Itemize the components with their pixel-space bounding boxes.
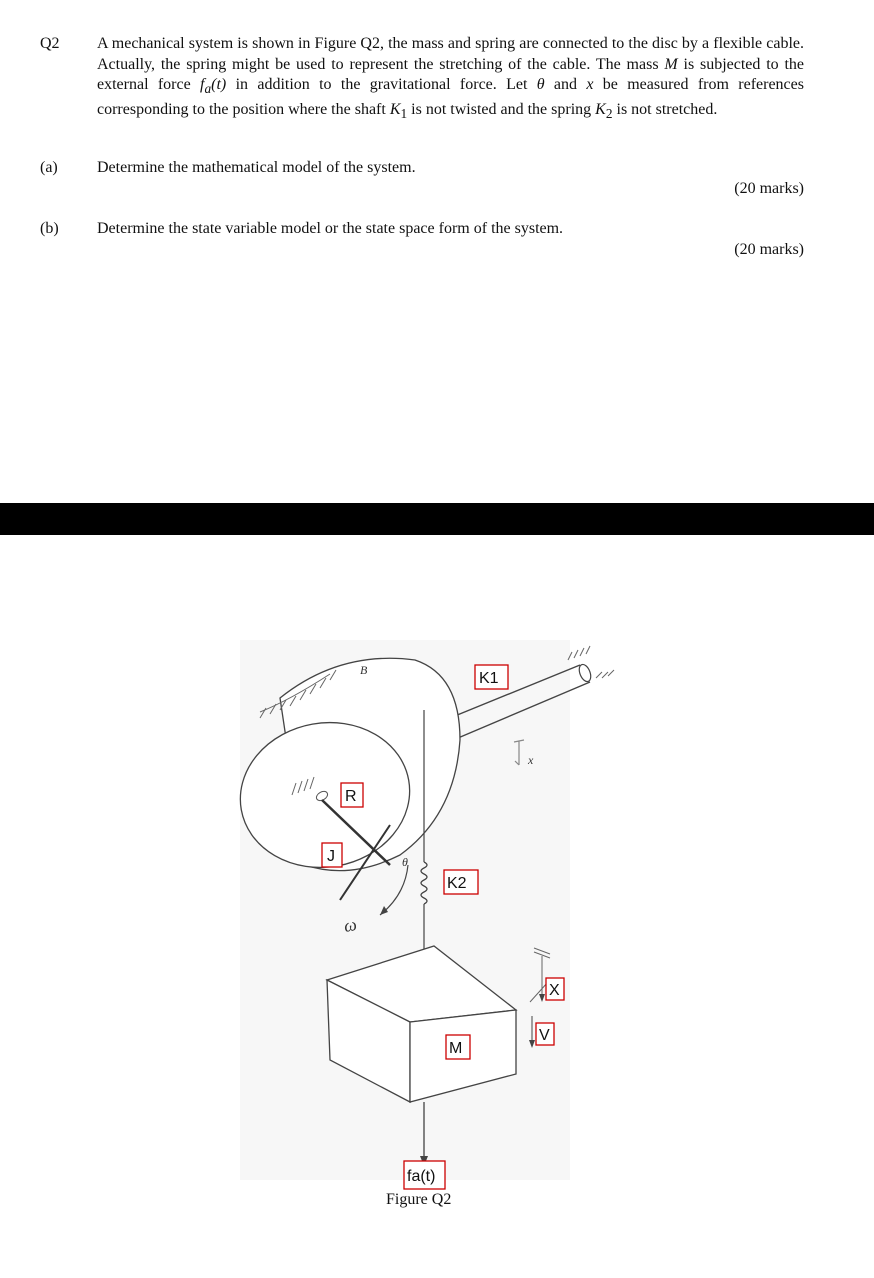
x-symbol: x [586,76,594,93]
k2-symbol: K [595,100,606,118]
intro-text-5: be measured from references corresponding to the position where the shaft [97,76,804,118]
k1-subscript: 1 [400,105,408,121]
question-number: Q2 [40,35,60,52]
intro-text-4: and [544,76,587,93]
theta-label: θ [402,855,408,869]
v-label: V [539,1027,550,1044]
fa-label: fa(t) [407,1168,436,1185]
part-b-marks: (20 marks) [734,241,804,258]
intro-text-7: is not stretched. [612,100,718,118]
force-subscript: a [204,81,212,97]
fa-label-box [404,1161,445,1189]
k2-label-box [444,870,478,894]
k1-label: K1 [479,670,499,687]
intro-text-1: A mechanical system is shown in Figure Q2, the mass and spring are connected to the disc by a flexible cable. Actually, the spring might be used to represent the stretching of the cable. The mass [97,35,804,73]
part-b-text: Determine the state variable model or the state space form of the system. [97,220,564,237]
bearing-b-label: B [360,663,368,677]
part-a-text: Determine the mathematical model of the system. [97,159,416,176]
x-label-box [546,978,564,1000]
v-label-box [536,1023,554,1045]
k2-subscript: 2 [605,105,613,121]
shaft-wall-hatch [568,646,614,678]
r-label: R [345,788,357,805]
j-label: J [327,848,335,865]
intro-text-2: is subjected to the external force [97,55,805,93]
mechanical-system-figure [230,630,650,1190]
part-a-marks: (20 marks) [734,180,804,197]
j-label-box [322,843,342,867]
m-label-box [446,1035,470,1059]
intro-text-6: is not twisted and the spring [407,100,596,118]
force-symbol: f [200,76,205,93]
k2-label: K2 [447,875,467,892]
mass-symbol: M [664,55,678,73]
x-label: X [549,982,560,999]
intro-text-3: in addition to the gravitational force. Let [226,76,537,93]
omega-label: ω [342,914,359,936]
theta-symbol: θ [536,76,545,93]
black-separator-band [0,503,874,535]
question-intro [97,34,804,124]
r-label-box [341,783,363,807]
force-argument: (t) [211,76,227,93]
k1-symbol: K [389,100,401,118]
k1-label-box [475,665,508,689]
x-sketch-label: x [528,753,534,767]
part-a-label: (a) [40,159,58,176]
figure-caption: Figure Q2 [386,1191,452,1208]
m-label: M [449,1040,463,1057]
part-b-label: (b) [40,220,59,237]
